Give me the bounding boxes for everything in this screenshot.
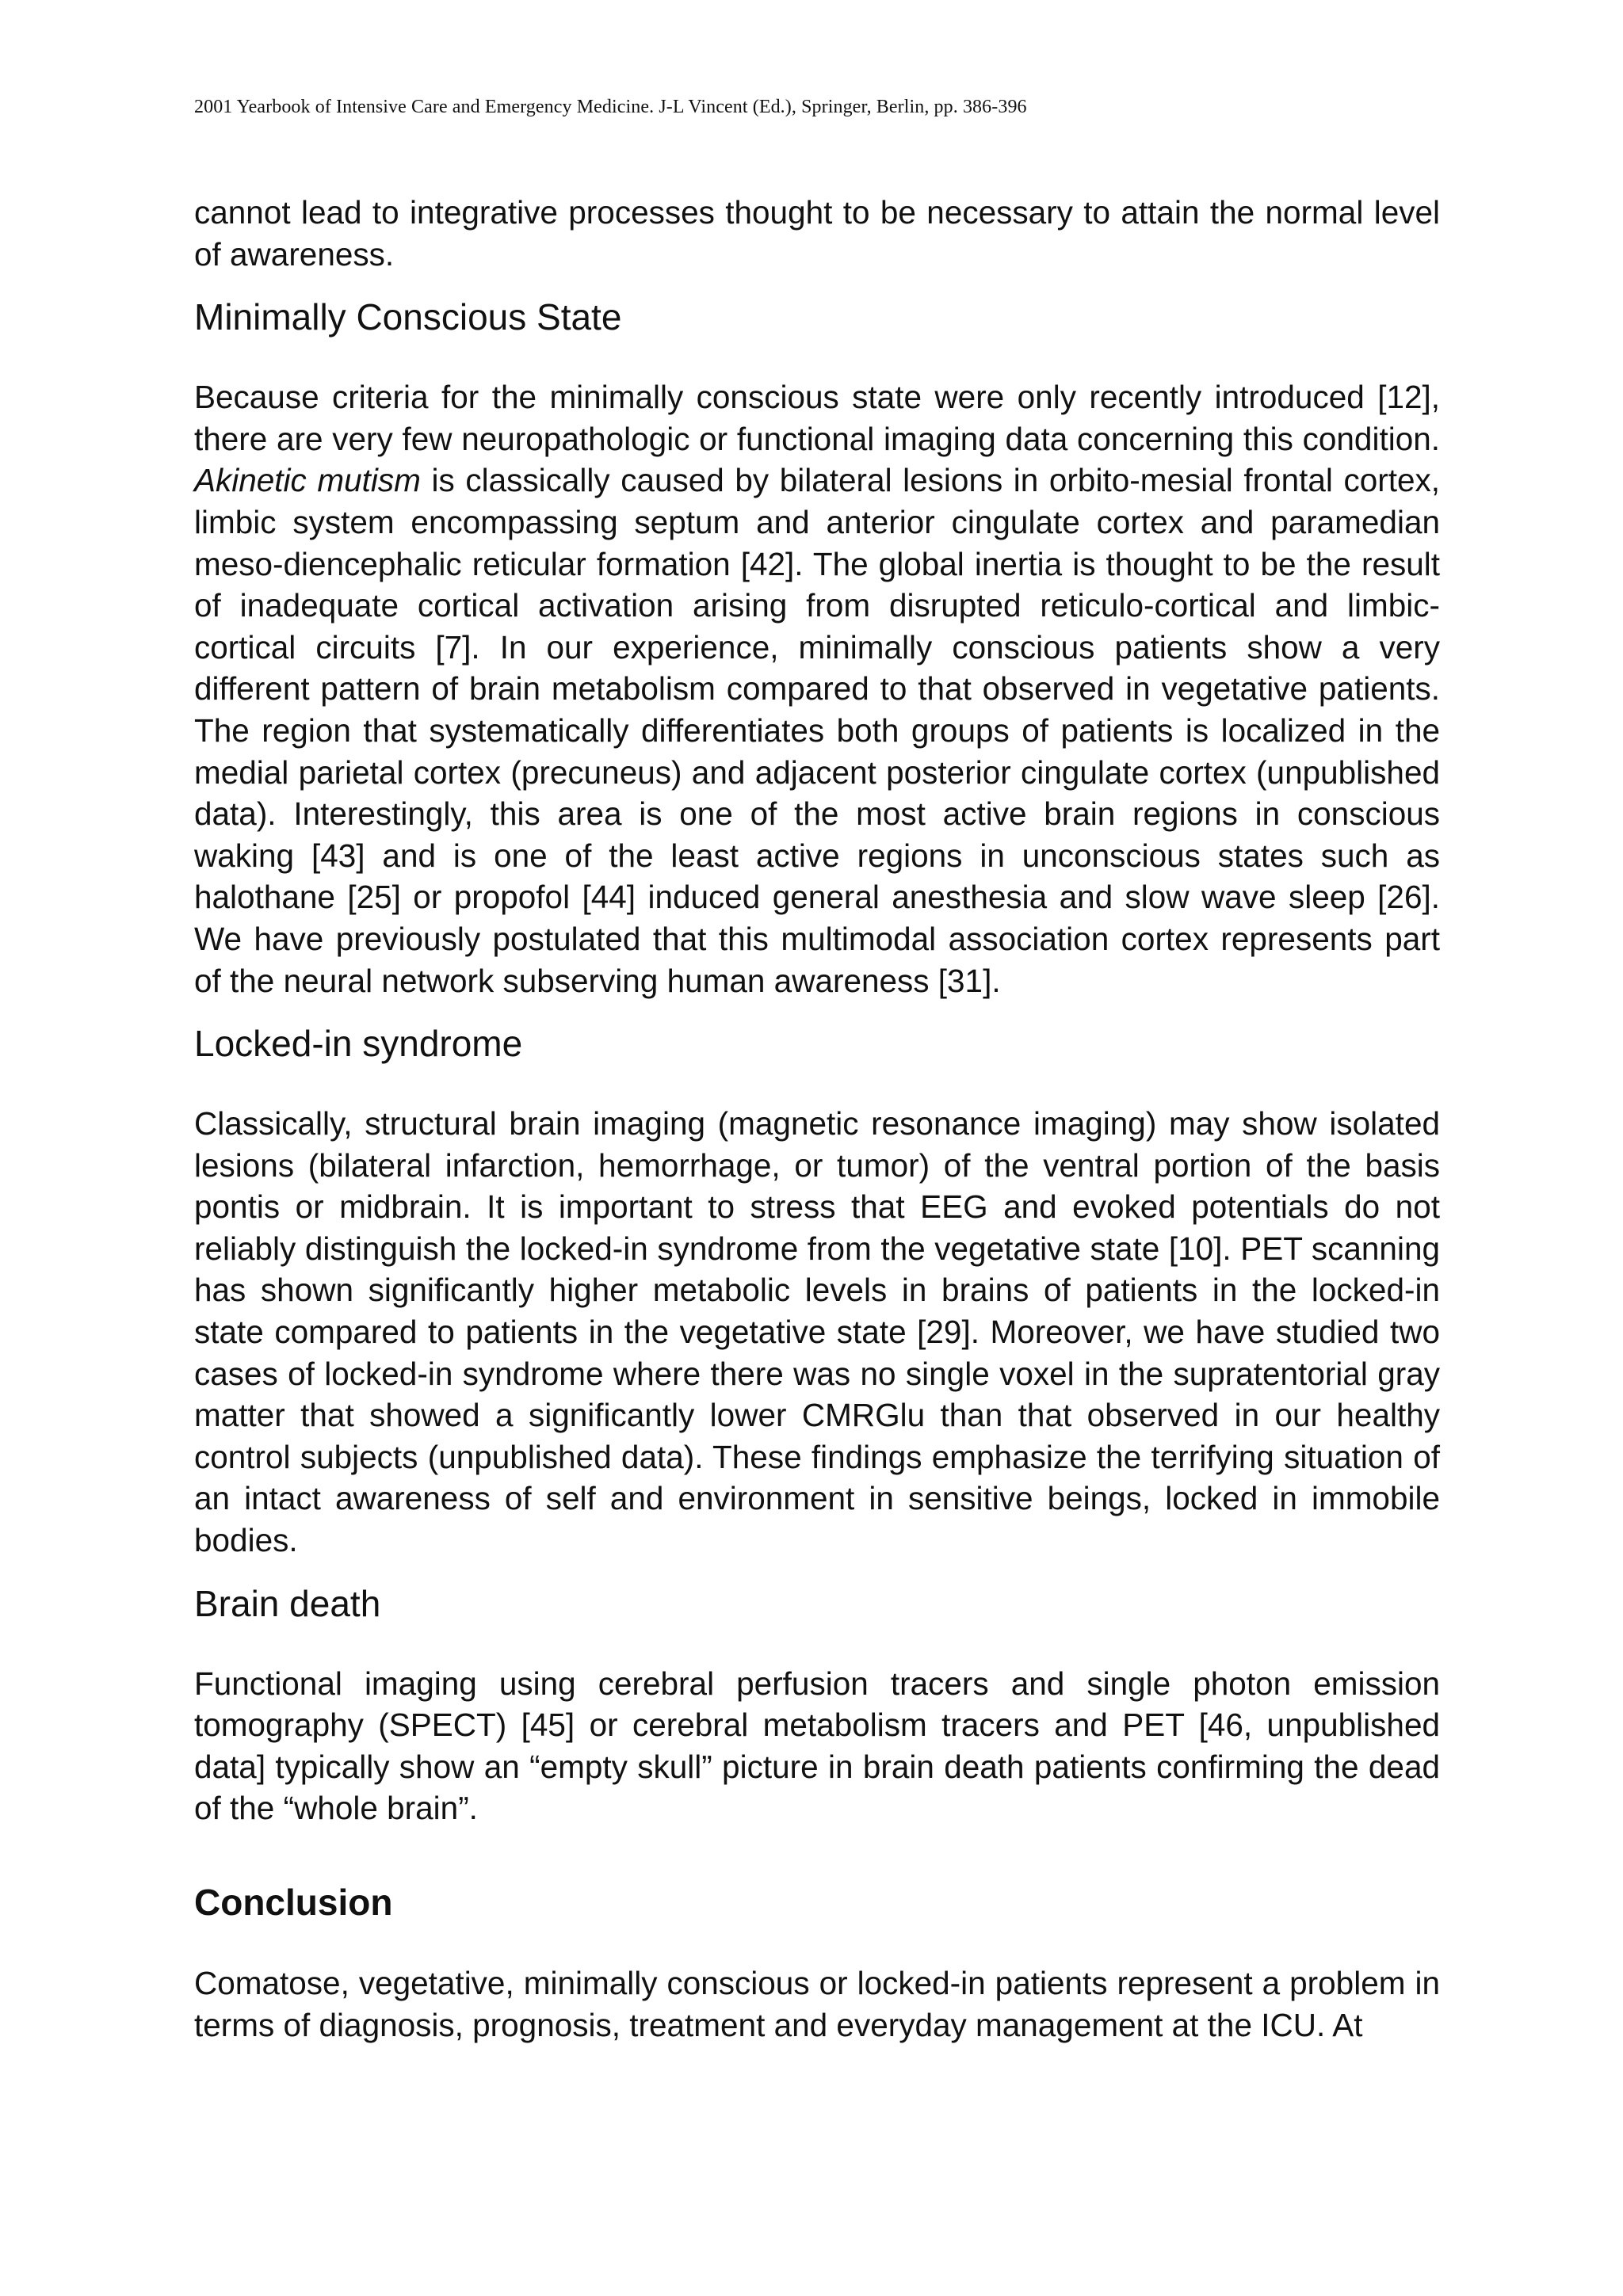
paragraph-locked-in-syndrome: Classically, structural brain imaging (magnetic resonance imaging) may show isolated lesions (bilateral infarction, hemorrhage, or tumor) of the ventral portion of the basis pontis or midbrain. It is important to stress that EEG and evoked potentials do not reliably distinguish the locked-in syndrome from the vegetative state [10]. PET scanning has shown significantly higher metabolic levels in brains of patients in the locked-in state compared to patients in the vegetative state [29]. Moreover, we have studied two cases of locked-in syndrome where there was no single voxel in the supratentorial gray matter that showed a significantly lower CMRGlu than that observed in our healthy control subjects (unpublished data). These findings emphasize the terrifying situation of an intact awareness of self and environment in sensitive beings, locked in immobile bodies. — [194, 1105, 1440, 1559]
paragraph-brain-death: Functional imaging using cerebral perfusion tracers and single photon emission tomography (SPECT) [45] or cerebral metabolism tracers and PET [46, unpublished data] typically show an “empty skull” picture in brain death patients confirming the dead of the “whole brain”. — [194, 1665, 1440, 1827]
paragraph-conclusion: Comatose, vegetative, minimally conscious or locked-in patients represent a problem in terms of diagnosis, prognosis, treatment and everyday management at the ICU. At — [194, 1965, 1440, 2043]
heading-conclusion: Conclusion — [194, 1882, 393, 1923]
akinetic-mutism-term: Akinetic mutism — [194, 462, 421, 499]
heading-brain-death: Brain death — [194, 1582, 381, 1624]
intro-paragraph: cannot lead to integrative processes thought to be necessary to attain the normal level of awareness. — [194, 194, 1440, 273]
article-body — [194, 192, 1440, 2046]
heading-minimally-conscious-state: Minimally Conscious State — [194, 296, 622, 338]
mcs-text-start: Because criteria for the minimally conscious state were only recently introduced [12], there are very few neuropathologic or functional imaging data concerning this condition. — [194, 379, 1440, 457]
mcs-text-end: is classically caused by bilateral lesions in orbito-mesial frontal cortex, limbic system encompassing septum and anterior cingulate cortex and paramedian meso-diencephalic reticular formation [42]. The global inertia is thought to be the result of inadequate cortical activation arising from disrupted reticulo-cortical and limbic-cortical circuits [7]. In our experience, minimally conscious patients show a very different pattern of brain metabolism compared to that observed in vegetative patients. The region that systematically differentiates both groups of patients is localized in the medial parietal cortex (precuneus) and adjacent posterior cingulate cortex (unpublished data). Interestingly, this area is one of the most active brain regions in conscious waking [43] and is one of the least active regions in unconscious states such as halothane [25] or propofol [44] induced general anesthesia and slow wave sleep [26]. We have previously postulated that this multimodal association cortex represents part of the neural network subserving human awareness [31]. — [194, 462, 1441, 999]
running-header: 2001 Yearbook of Intensive Care and Emergency Medicine. J-L Vincent (Ed.), Springer, Berlin, pp. 386-396 — [194, 97, 1027, 117]
heading-locked-in-syndrome: Locked-in syndrome — [194, 1023, 523, 1065]
paragraph-minimally-conscious-state — [194, 376, 1440, 1001]
